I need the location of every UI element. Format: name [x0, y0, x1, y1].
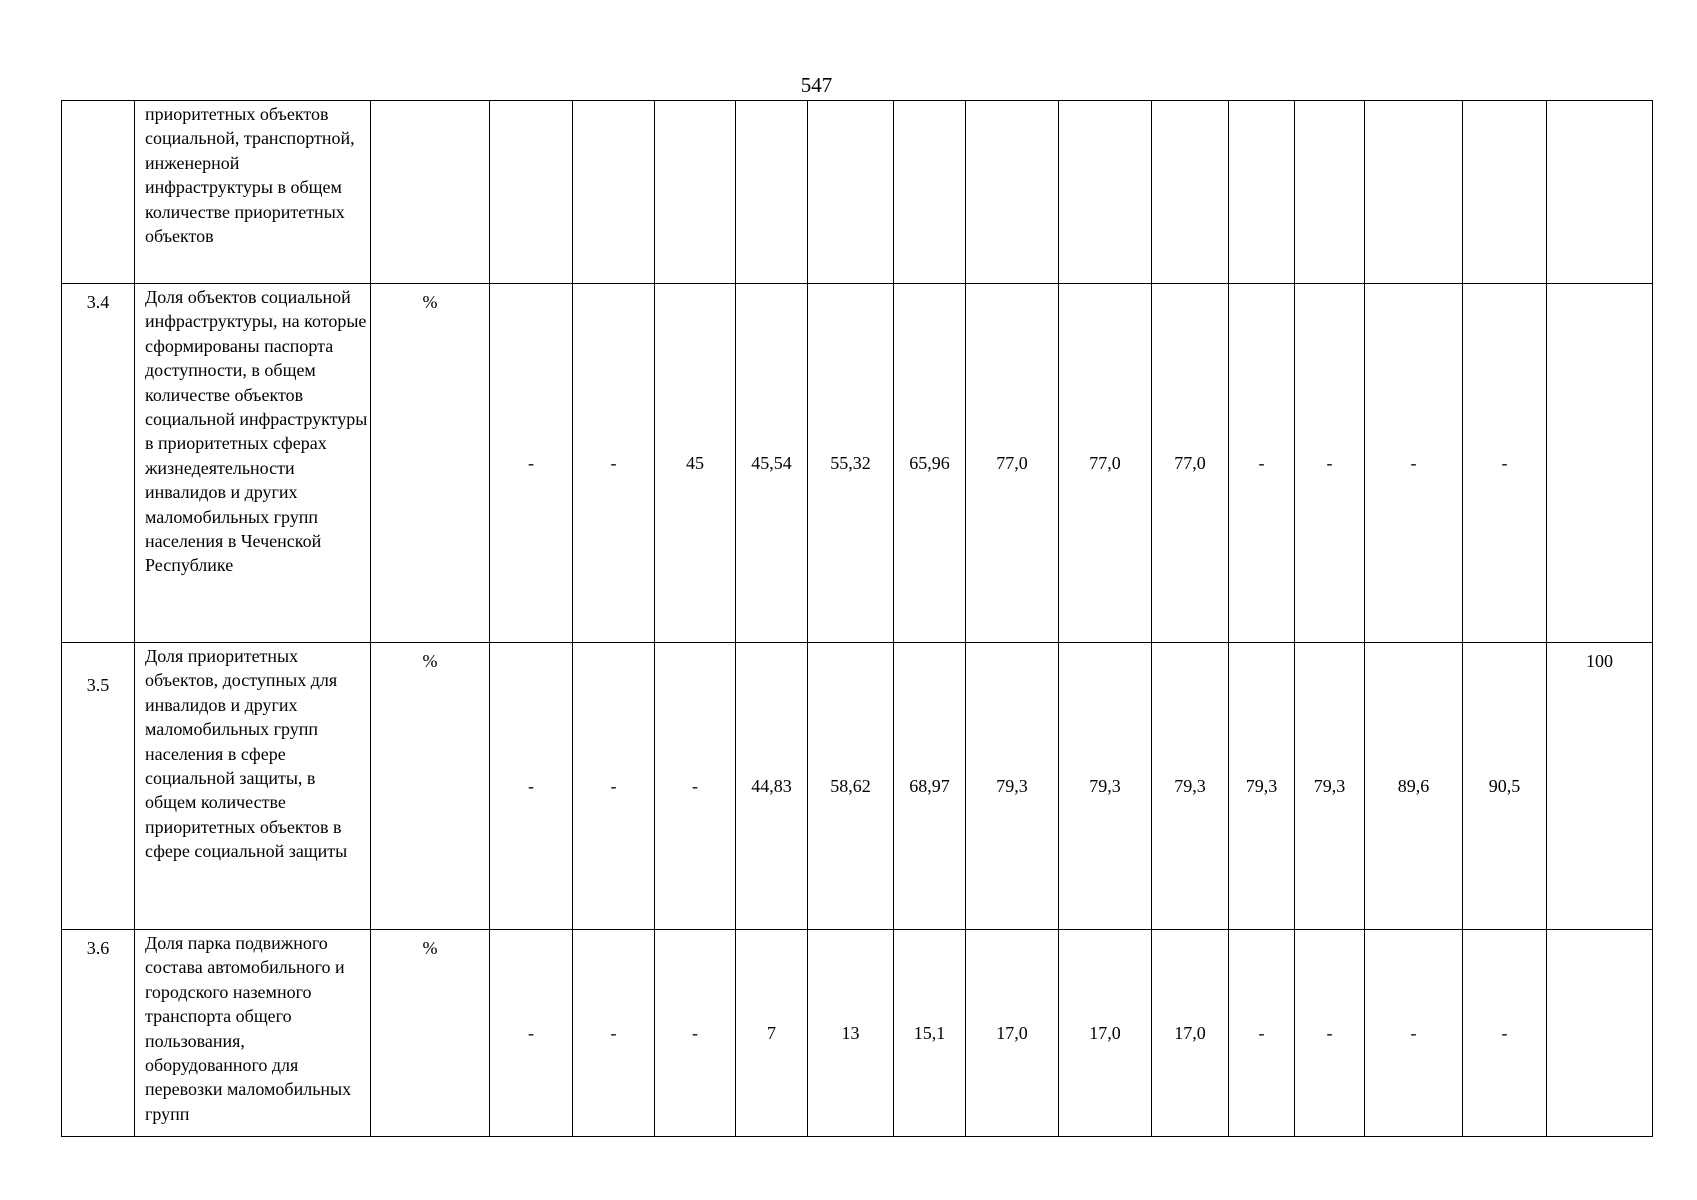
- indicators-table: [61, 100, 1653, 1137]
- value-cell: -: [1365, 284, 1463, 643]
- value-cell: -: [1229, 284, 1295, 643]
- row-number: [62, 101, 135, 284]
- value-cell: [1547, 930, 1653, 1137]
- value-cell: -: [573, 930, 655, 1137]
- value-cell: 17,0: [1152, 930, 1229, 1137]
- unit: %: [371, 284, 490, 643]
- value-cell: -: [1295, 284, 1365, 643]
- value-cell: 77,0: [966, 284, 1059, 643]
- value-cell: -: [1365, 930, 1463, 1137]
- row-number: 3.5: [62, 643, 135, 930]
- value-cell: 58,62: [808, 643, 894, 930]
- value-cell: -: [1463, 284, 1547, 643]
- table-row: [62, 284, 1653, 643]
- value-cell: 45,54: [736, 284, 808, 643]
- value-cell: [1152, 101, 1229, 284]
- value-cell: [573, 101, 655, 284]
- value-cell: 55,32: [808, 284, 894, 643]
- value-cell: 79,3: [1152, 643, 1229, 930]
- value-cell: [894, 101, 966, 284]
- value-cell: 77,0: [1059, 284, 1152, 643]
- value-cell: -: [573, 284, 655, 643]
- value-cell: 68,97: [894, 643, 966, 930]
- value-cell: 79,3: [1295, 643, 1365, 930]
- value-cell: [1463, 101, 1547, 284]
- value-cell: 17,0: [966, 930, 1059, 1137]
- value-cell: [736, 101, 808, 284]
- value-cell: [1059, 101, 1152, 284]
- table-row: [62, 930, 1653, 1137]
- unit: [371, 101, 490, 284]
- value-cell: 90,5: [1463, 643, 1547, 930]
- value-cell: 17,0: [1059, 930, 1152, 1137]
- row-number: 3.6: [62, 930, 135, 1137]
- value-cell: 79,3: [1229, 643, 1295, 930]
- indicator-name: Доля приоритетных объектов, доступных для инвалидов и других маломобильных групп населения в сфере социальной защиты, в общем количестве приоритетных объектов в сфере социальной защиты: [135, 643, 371, 930]
- value-cell: 44,83: [736, 643, 808, 930]
- value-cell: -: [490, 284, 573, 643]
- value-cell: 45: [655, 284, 736, 643]
- row-number: 3.4: [62, 284, 135, 643]
- indicator-name: Доля парка подвижного состава автомобильного и городского наземного транспорта общего пользования, оборудованного для перевозки маломобильных групп: [135, 930, 371, 1137]
- value-cell: 13: [808, 930, 894, 1137]
- value-cell: -: [655, 643, 736, 930]
- value-cell: -: [1229, 930, 1295, 1137]
- value-cell: [655, 101, 736, 284]
- value-cell: -: [573, 643, 655, 930]
- value-cell: [1547, 101, 1653, 284]
- value-cell: -: [490, 643, 573, 930]
- unit: %: [371, 643, 490, 930]
- value-cell: [1547, 284, 1653, 643]
- value-cell: -: [490, 930, 573, 1137]
- value-cell: -: [655, 930, 736, 1137]
- value-cell: 15,1: [894, 930, 966, 1137]
- value-cell: [1295, 101, 1365, 284]
- value-cell: 77,0: [1152, 284, 1229, 643]
- value-cell: 100: [1547, 643, 1653, 930]
- page-number: 547: [800, 73, 833, 97]
- value-cell: 89,6: [1365, 643, 1463, 930]
- value-cell: 79,3: [966, 643, 1059, 930]
- value-cell: [808, 101, 894, 284]
- value-cell: 79,3: [1059, 643, 1152, 930]
- value-cell: [966, 101, 1059, 284]
- indicator-name: Доля объектов социальной инфраструктуры, на которые сформированы паспорта доступности, в общем количестве объектов социальной инфраструктуры в приоритетных сферах жизнедеятельности инвалидов и других маломобильных групп населения в Чеченской Республике: [135, 284, 371, 643]
- value-cell: -: [1463, 930, 1547, 1137]
- value-cell: -: [1295, 930, 1365, 1137]
- value-cell: [1229, 101, 1295, 284]
- unit: %: [371, 930, 490, 1137]
- value-cell: [1365, 101, 1463, 284]
- value-cell: 65,96: [894, 284, 966, 643]
- table-row: [62, 643, 1653, 930]
- value-cell: [490, 101, 573, 284]
- value-cell: 7: [736, 930, 808, 1137]
- table-row: [62, 101, 1653, 284]
- indicator-name: приоритетных объектов социальной, транспортной, инженерной инфраструктуры в общем количестве приоритетных объектов: [135, 101, 371, 284]
